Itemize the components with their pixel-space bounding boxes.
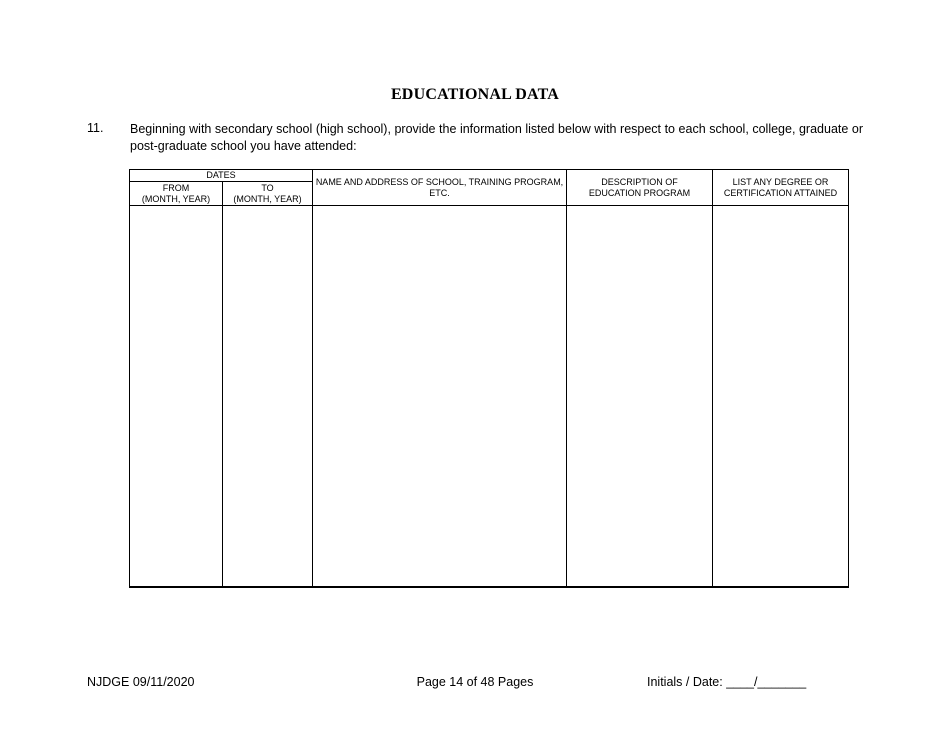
description-header-line-1: DESCRIPTION OF bbox=[601, 176, 678, 187]
description-header-line-2: EDUCATION PROGRAM bbox=[588, 187, 691, 198]
from-date-sublabel: (MONTH, YEAR) bbox=[141, 193, 211, 204]
school-name-header bbox=[313, 170, 567, 206]
degree-header-line-1: LIST ANY DEGREE OR bbox=[732, 176, 829, 187]
education-table bbox=[129, 169, 849, 588]
to-date-label: TO bbox=[261, 182, 274, 193]
dates-header: DATES bbox=[130, 170, 313, 182]
question-number: 11. bbox=[87, 121, 104, 135]
school-name-cell[interactable] bbox=[313, 206, 567, 588]
to-date-header bbox=[223, 182, 313, 206]
to-date-sublabel: (MONTH, YEAR) bbox=[233, 193, 302, 204]
degree-header-line-2: CERTIFICATION ATTAINED bbox=[723, 187, 838, 198]
school-name-header-label: NAME AND ADDRESS OF SCHOOL, TRAINING PROGRAM, ETC. bbox=[315, 176, 564, 198]
from-date-label: FROM bbox=[162, 182, 190, 193]
page-number: Page 14 of 48 Pages bbox=[416, 675, 534, 689]
form-id: NJDGE 09/11/2020 bbox=[87, 675, 195, 689]
degree-header bbox=[713, 170, 849, 206]
to-date-cell[interactable] bbox=[223, 206, 313, 588]
section-title: EDUCATIONAL DATA bbox=[390, 86, 560, 103]
question-text: Beginning with secondary school (high school), provide the information listed below with respect to each school, college, graduate or post-graduate school you have attended: bbox=[130, 122, 863, 153]
from-date-cell[interactable] bbox=[130, 206, 223, 588]
description-cell[interactable] bbox=[567, 206, 713, 588]
degree-cell[interactable] bbox=[713, 206, 849, 588]
from-date-header bbox=[130, 182, 223, 206]
initials-date-field: Initials / Date: ____/_______ bbox=[647, 675, 807, 689]
description-header bbox=[567, 170, 713, 206]
